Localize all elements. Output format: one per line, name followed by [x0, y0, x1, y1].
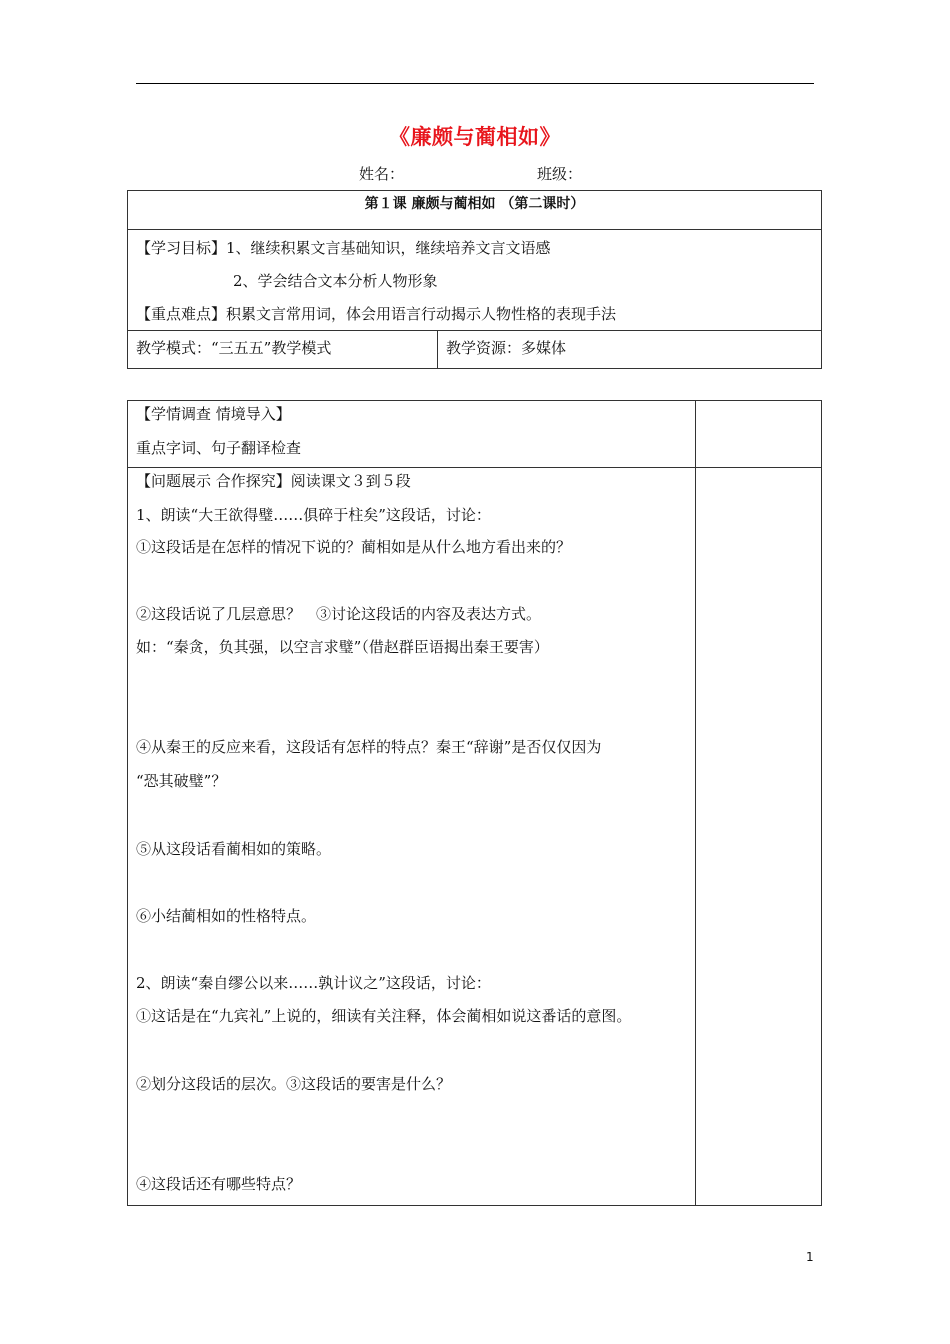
teaching-mode: 教学模式：“三五五”教学模式: [136, 339, 332, 357]
situation-cell: [128, 401, 696, 468]
question-1: 1、朗读“大王欲得璧……俱碎于柱矣”这段话，讨论：: [136, 506, 491, 524]
lesson-info-table: [127, 190, 822, 369]
objective-line-2: 2、学会结合文本分析人物形象: [233, 272, 438, 290]
question-2-2: ②划分这段话的层次。③这段话的要害是什么？: [136, 1075, 452, 1093]
activity-table: [127, 400, 822, 1206]
question-1-6: ⑥小结蔺相如的性格特点。: [136, 907, 317, 925]
page-title: 《廉颇与蔺相如》: [389, 124, 561, 149]
name-label: 姓名：: [359, 165, 405, 183]
objective-line-1: 【学习目标】1、继续积累文言基础知识，继续培养文言文语感: [136, 239, 551, 257]
question-1-1: ①这段话是在怎样的情况下说的？蔺相如是从什么地方看出来的？: [136, 538, 572, 556]
section1-heading: 【学情调查 情境导入】: [136, 405, 291, 423]
key-points: 【重点难点】积累文言常用词，体会用语言行动揭示人物性格的表现手法: [136, 305, 617, 323]
question-1-4a: ④从秦王的反应来看，这段话有怎样的特点？秦王“辞谢”是否仅仅因为: [136, 738, 602, 756]
question-1-5: ⑤从这段话看蔺相如的策略。: [136, 840, 332, 858]
header-rule: [136, 83, 814, 84]
teaching-mode-cell: [128, 331, 438, 369]
teaching-resources: 教学资源：多媒体: [446, 339, 567, 357]
teaching-resources-cell: [438, 331, 822, 369]
question-2: 2、朗读“秦自缪公以来……孰计议之”这段话，讨论：: [136, 974, 491, 992]
section1-content: 重点字词、句子翻译检查: [136, 439, 302, 457]
notes-cell-1: [696, 401, 822, 468]
question-1-4b: “恐其破璧”？: [136, 772, 227, 790]
section2-heading: 【问题展示 合作探究】阅读课文３到５段: [136, 472, 411, 490]
page-number: 1: [806, 1250, 814, 1264]
question-2-4: ④这段话还有哪些特点？: [136, 1175, 302, 1193]
question-1-example: 如：“秦贪，负其强，以空言求璧”（借赵群臣语揭出秦王要害）: [136, 638, 549, 656]
objectives-cell: [128, 230, 822, 331]
inquiry-cell: [128, 468, 696, 1206]
question-2-1: ①这话是在“九宾礼”上说的，细读有关注释，体会蔺相如说这番话的意图。: [136, 1007, 632, 1025]
question-1-2: ②这段话说了几层意思？ ③讨论这段话的内容及表达方式。: [136, 605, 542, 623]
lesson-header: 第１课 廉颇与蔺相如 （第二课时）: [128, 191, 822, 230]
class-label: 班级：: [537, 165, 583, 183]
notes-cell-2: [696, 468, 822, 1206]
